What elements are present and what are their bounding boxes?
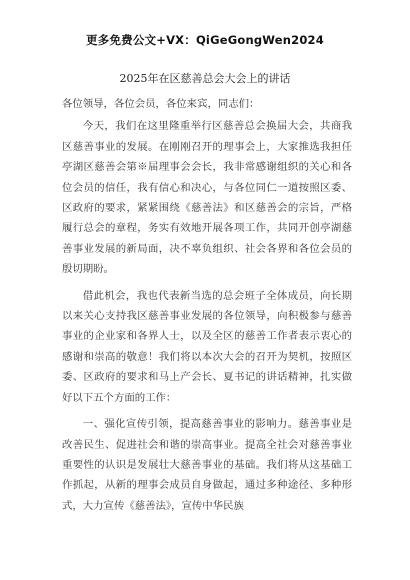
paragraph-opening: 今天，我们在这里隆重举行区慈善总会换届大会，共商我区慈善事业的发展。在刚刚召开的理事会上，大家推选我担任亭湖区慈善会第※届理事会会长，我非常感谢组织的关心和各位会员的信任，我有信心和决心，与各位同仁一道按照区委、区政府的要求，紧紧围绕《慈善法》和区慈善会的宗旨，严格履行总会的章程，务实有效地开展各项工作，共同开创亭湖慈善事业发展的新局面，决不辜负组织、社会各界和各位会员的殷切期盼。 xyxy=(62,120,352,276)
paragraph-section-one: 一、强化宣传引领，提高慈善事业的影响力。慈善事业是改善民生、促进社会和谐的崇高事业。提高全社会对慈善事业重要性的认识是发展壮大慈善事业的基础。我们将从这基础工作抓起，从新的理事会成员自身做起，通过多种途径、多种形式，大力宣传《慈善法》，宣传中华民族 xyxy=(62,418,352,512)
paragraph-thanks: 借此机会，我也代表新当选的总会班子全体成员，向长期以来关心支持我区慈善事业发展的各位领导，向积极参与慈善事业的企业家和各界人士，以及全区的慈善工作者表示衷心的感谢和崇高的敬意！我们将以本次大会的召开为契机，按照区委、区政府的要求和马上产会长、夏书记的讲话精神，扎实做好以下五个方面的工作： xyxy=(62,289,352,404)
document-title: 2025年在区慈善总会大会上的讲话 xyxy=(119,72,291,85)
promo-banner: 更多免费公文+VX：QiGeGongWen2024 xyxy=(86,33,324,47)
salutation: 各位领导，各位会员，各位来宾，同志们： xyxy=(62,98,260,110)
document-body xyxy=(62,94,352,522)
